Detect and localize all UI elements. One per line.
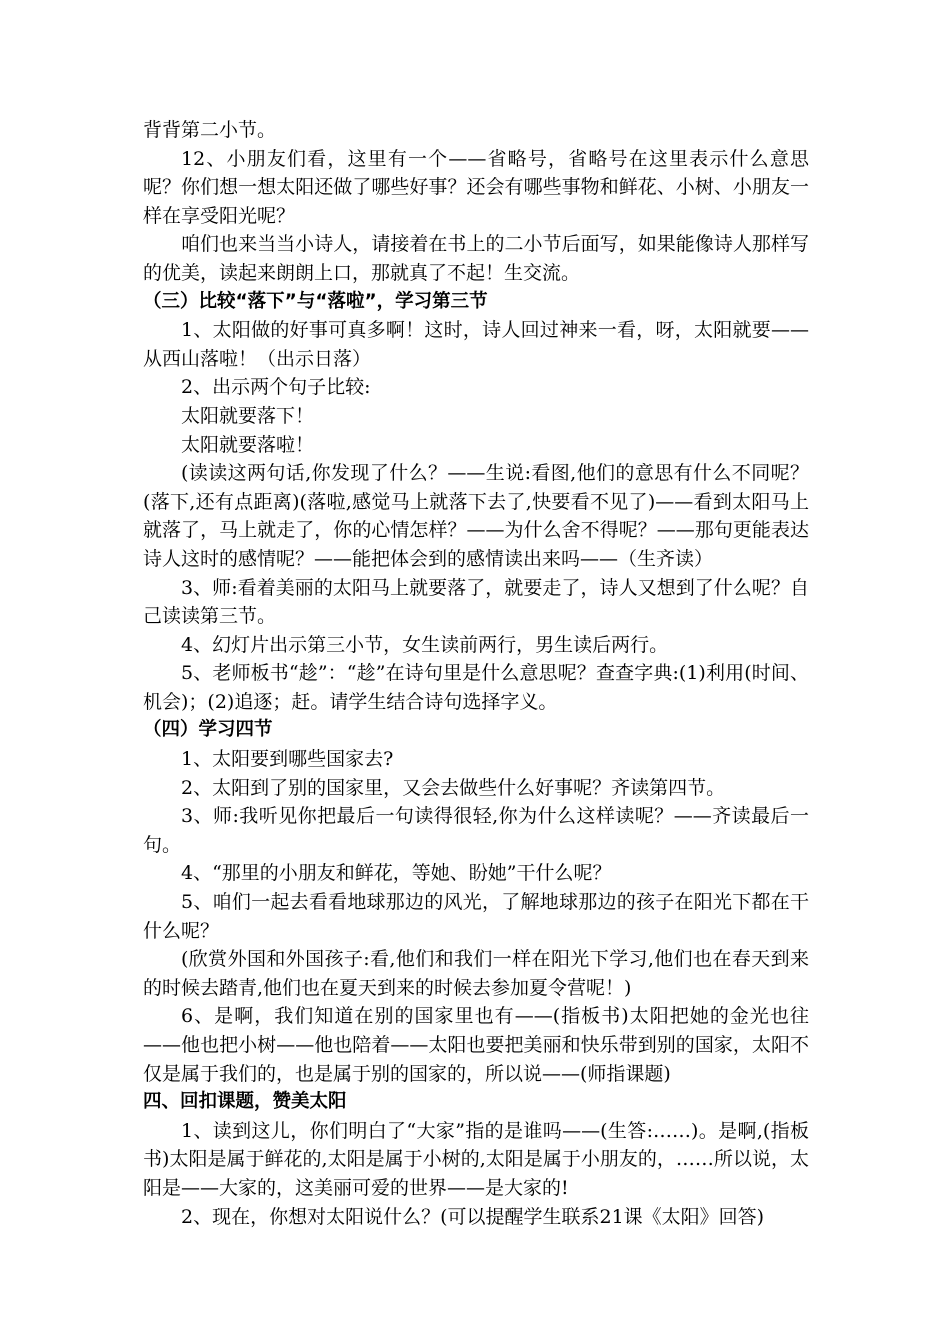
paragraph: (欣赏外国和外国孩子:看,他们和我们一样在阳光下学习,他们也在春天到来的时候去踏青,他们也在夏天到来的时候去参加夏令营呢！) xyxy=(143,948,809,999)
paragraph: 4、“那里的小朋友和鲜花，等她、盼她”干什么呢？ xyxy=(181,862,612,885)
paragraph: 6、是啊，我们知道在别的国家里也有——(指板书)太阳把她的金光也往——他也把小树——他也陪着——太阳也要把美丽和快乐带到别的国家，太阳不仅是属于我们的，也是属于别的国家的，所以说——(师指课题) xyxy=(143,1005,809,1085)
paragraph: 4、幻灯片出示第三小节，女生读前两行，男生读后两行。 xyxy=(181,633,669,656)
paragraph: 2、现在，你想对太阳说什么？(可以提醒学生联系21课《太阳》回答) xyxy=(181,1205,765,1228)
section-heading: （四）学习四节 xyxy=(143,719,273,741)
paragraph: 5、咱们一起去看看地球那边的风光，了解地球那边的孩子在阳光下都在干什么呢？ xyxy=(143,891,809,942)
section-heading: 四、回扣课题，赞美太阳 xyxy=(143,1091,347,1113)
paragraph: 1、太阳做的好事可真多啊！这时，诗人回过神来一看，呀，太阳就要——从西山落啦！（出示日落） xyxy=(143,319,809,370)
section-heading: （三）比较“落下”与“落啦”，学习第三节 xyxy=(143,290,488,312)
document-page xyxy=(143,116,809,1231)
paragraph: 2、太阳到了别的国家里，又会去做些什么好事呢？齐读第四节。 xyxy=(181,776,726,799)
paragraph: 2、出示两个句子比较: xyxy=(181,376,371,399)
paragraph: 5、老师板书“趁”：“趁”在诗句里是什么意思呢？查查字典:(1)利用(时间、机会)；(2)追逐；赶。请学生结合诗句选择字义。 xyxy=(143,662,809,713)
paragraph: 咱们也来当当小诗人，请接着在书上的二小节后面写，如果能像诗人那样写的优美，读起来朗朗上口，那就真了不起！生交流。 xyxy=(143,233,809,284)
paragraph: 太阳就要落啦！ xyxy=(181,433,315,456)
paragraph: 12、小朋友们看，这里有一个——省略号，省略号在这里表示什么意思呢？你们想一想太阳还做了哪些好事？还会有哪些事物和鲜花、小树、小朋友一样在享受阳光呢？ xyxy=(143,147,809,227)
paragraph: (读读这两句话,你发现了什么？——生说:看图,他们的意思有什么不同呢？(落下,还有点距离)(落啦,感觉马上就落下去了,快要看不见了)——看到太阳马上就落了，马上就走了，你的心情怎样？——为什么舍不得呢？——那句更能表达诗人这时的感情呢？——能把体会到的感情读出来吗——（生齐读） xyxy=(143,462,809,570)
paragraph: 1、读到这儿，你们明白了“大家”指的是谁吗——(生答:……)。是啊,(指板书)太阳是属于鲜花的,太阳是属于小树的,太阳是属于小朋友的，……所以说，太阳是——大家的，这美丽可爱的世界——是大家的! xyxy=(143,1119,809,1199)
paragraph: 太阳就要落下！ xyxy=(181,404,315,427)
paragraph: 1、太阳要到哪些国家去? xyxy=(181,748,394,771)
paragraph: 3、师:我听见你把最后一句读得很轻,你为什么这样读呢？——齐读最后一句。 xyxy=(143,805,809,856)
paragraph: 3、师:看着美丽的太阳马上就要落了，就要走了，诗人又想到了什么呢？自己读读第三节。 xyxy=(143,576,809,628)
paragraph: 背背第二小节。 xyxy=(143,119,277,141)
